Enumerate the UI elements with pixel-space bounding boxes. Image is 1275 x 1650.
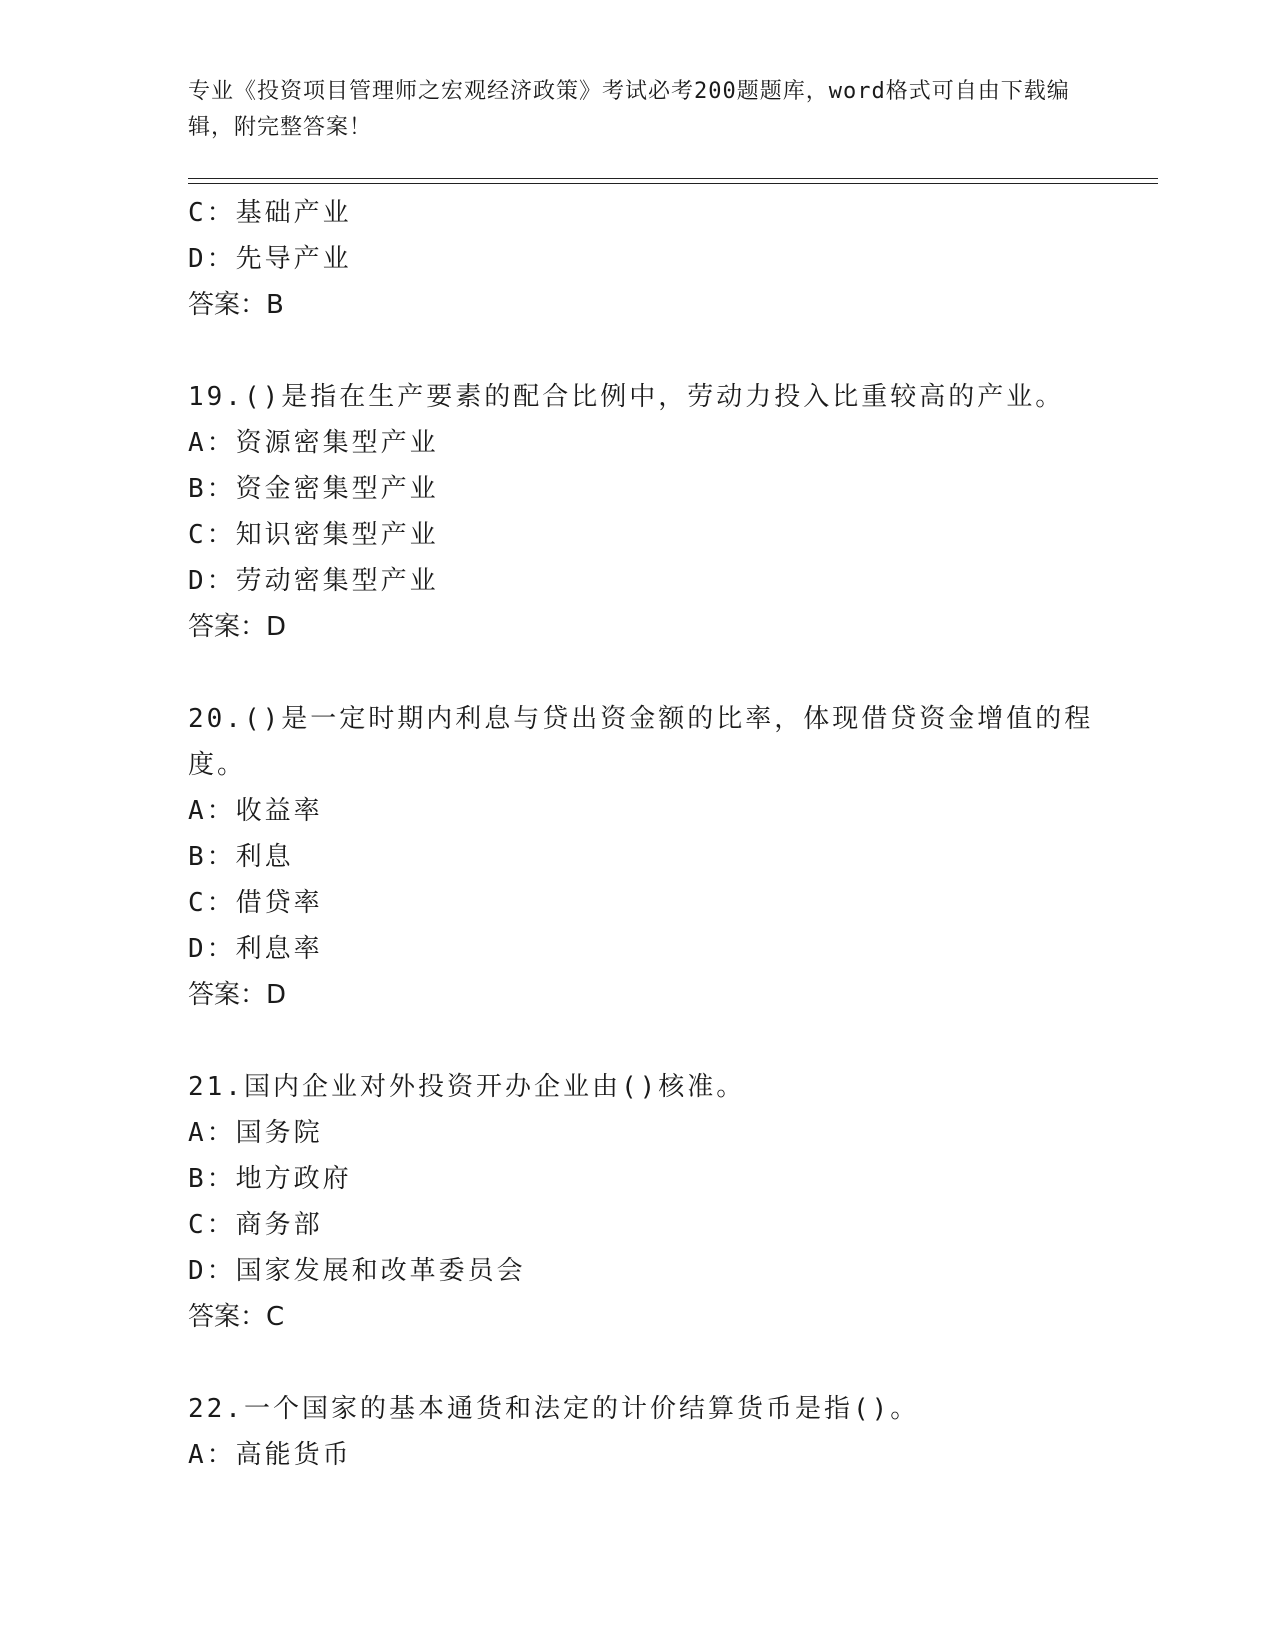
option-d: D：国家发展和改革委员会 <box>188 1256 526 1286</box>
answer: 答案：B <box>188 290 284 320</box>
option-a: A：收益率 <box>188 796 323 826</box>
option-a: A：国务院 <box>188 1118 323 1148</box>
question-stem-20-cont: 度。 <box>188 750 247 780</box>
option-c: C：商务部 <box>188 1210 323 1240</box>
document-header: 专业《投资项目管理师之宏观经济政策》考试必考200题题库，word格式可自由下载编辑，附完整答案！ <box>188 79 1070 140</box>
question-list <box>188 190 1094 1478</box>
answer: 答案：D <box>188 980 287 1010</box>
answer: 答案：C <box>188 1302 285 1332</box>
option-c: C：知识密集型产业 <box>188 520 439 550</box>
header-divider-bottom <box>188 183 1158 184</box>
header-divider-top <box>188 178 1158 179</box>
option-c: C：借贷率 <box>188 888 323 918</box>
option-d: D：利息率 <box>188 934 323 964</box>
option-b: B：利息 <box>188 842 294 872</box>
answer: 答案：D <box>188 612 287 642</box>
question-stem-20: 20.()是一定时期内利息与贷出资金额的比率，体现借贷资金增值的程 <box>188 704 1094 734</box>
option-a: A：高能货币 <box>188 1440 352 1470</box>
question-stem-22: 22.一个国家的基本通货和法定的计价结算货币是指()。 <box>188 1394 920 1424</box>
option-b: B：资金密集型产业 <box>188 474 439 504</box>
option-c: C：基础产业 <box>188 198 352 228</box>
option-a: A：资源密集型产业 <box>188 428 439 458</box>
option-d: D：先导产业 <box>188 244 352 274</box>
question-stem-21: 21.国内企业对外投资开办企业由()核准。 <box>188 1072 746 1102</box>
option-d: D：劳动密集型产业 <box>188 566 439 596</box>
option-b: B：地方政府 <box>188 1164 352 1194</box>
question-stem-19: 19.()是指在生产要素的配合比例中，劳动力投入比重较高的产业。 <box>188 382 1065 412</box>
